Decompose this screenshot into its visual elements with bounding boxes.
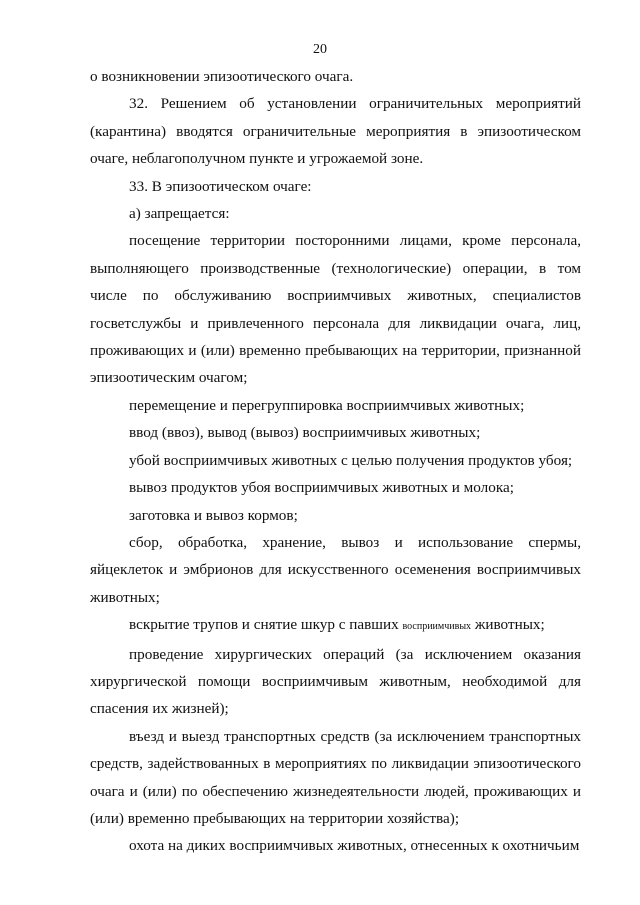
- prohibition-visiting: посещение территории посторонними лицами, кроме персонала, выполняющего производственные (технологические) операции, в том числе по обслуживанию восприимчивых животных, специалистов госветслужбы и привлеченного персонала для ликвидации очага, лиц, проживающих и (или) временно пребывающих на территории, признанной эпизоотическим очагом;: [90, 232, 581, 387]
- paragraph-continuation: о возникновении эпизоотического очага.: [90, 68, 354, 85]
- prohibition-vehicles: въезд и выезд транспортных средств (за исключением транспортных средств, задействованных в мероприятиях по ликвидации эпизоотического очага и (или) по обеспечению жизнедеятельности людей, проживающих и (или) временно пребывающих на территории хозяйства);: [90, 727, 581, 827]
- subitem-a-heading: а) запрещается:: [129, 205, 230, 223]
- prohibition-autopsy: [90, 611, 581, 640]
- prohibition-import-export: ввод (ввоз), вывод (вывоз) восприимчивых животных;: [129, 424, 481, 442]
- prohibition-slaughter: убой восприимчивых животных с целью получения продуктов убоя;: [129, 451, 573, 469]
- prohibition-hunting: охота на диких восприимчивых животных, отнесенных к охотничьим: [129, 837, 580, 855]
- paragraph-item-33: 33. В эпизоотическом очаге:: [129, 177, 312, 195]
- autopsy-text-after: животных;: [471, 616, 545, 634]
- prohibition-surgery: проведение хирургических операций (за исключением оказания хирургической помощи восприимчивым животным, необходимой для спасения их жизней);: [90, 645, 581, 718]
- autopsy-text-before: вскрытие трупов и снятие шкур с павших: [129, 616, 403, 634]
- prohibition-feed: заготовка и вывоз кормов;: [129, 506, 298, 524]
- prohibition-movement: перемещение и перегруппировка восприимчивых животных;: [129, 396, 525, 414]
- prohibition-slaughter-products: вывоз продуктов убоя восприимчивых животных и молока;: [129, 479, 514, 497]
- prohibition-semen: сбор, обработка, хранение, вывоз и использование спермы, яйцеклеток и эмбрионов для искусственного осеменения восприимчивых животных;: [90, 533, 581, 606]
- autopsy-text-small: восприимчивых: [402, 621, 472, 633]
- document-body: [90, 63, 581, 860]
- paragraph-item-32: 32. Решением об установлении ограничительных мероприятий (карантина) вводятся ограничительные мероприятия в эпизоотическом очаге, неблагополучном пункте и угрожаемой зоне.: [90, 95, 581, 168]
- page-number: 20: [313, 42, 327, 57]
